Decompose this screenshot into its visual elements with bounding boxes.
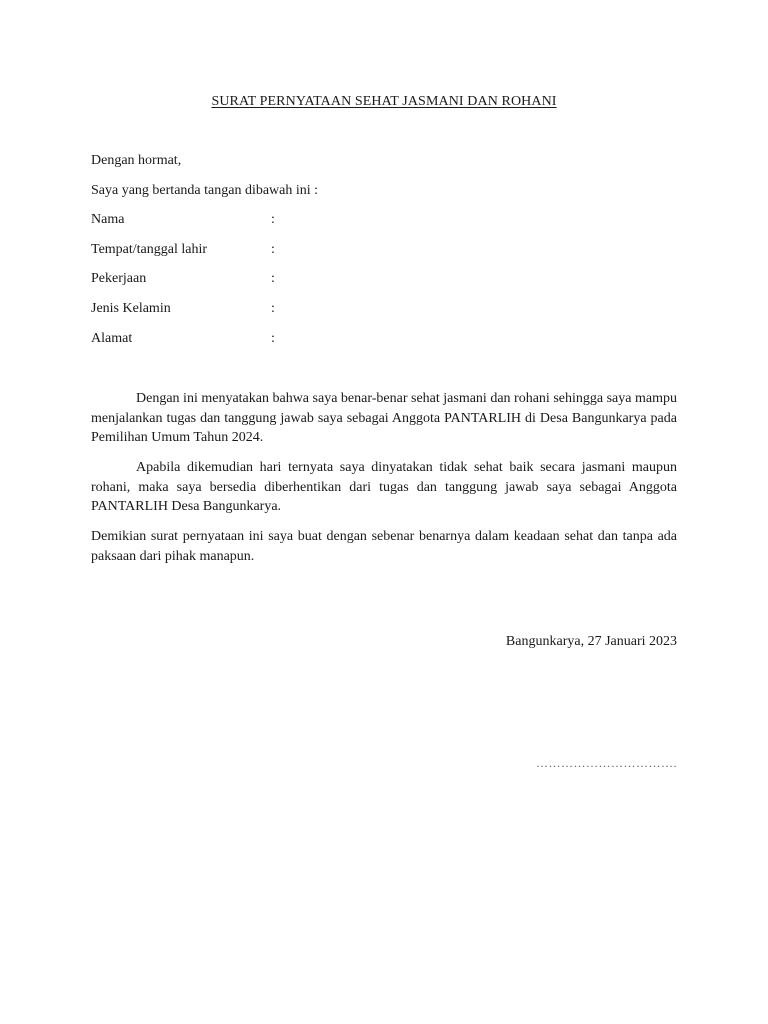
field-label: Tempat/tanggal lahir bbox=[91, 242, 208, 257]
intro-line: Saya yang bertanda tangan dibawah ini : bbox=[91, 183, 319, 198]
signature-line: ……………………………. bbox=[536, 756, 677, 770]
greeting: Dengan hormat, bbox=[91, 153, 182, 168]
field-nama bbox=[91, 212, 391, 230]
field-label: Pekerjaan bbox=[91, 271, 147, 286]
statement-paragraph: Dengan ini menyatakan bahwa saya benar-benar sehat jasmani dan rohani sehingga saya mampu menjalankan tugas dan tanggung jawab saya sebagai Anggota PANTARLIH di Desa Bangunkarya pada Pemilihan Umum Tahun 2024. bbox=[91, 391, 677, 445]
field-separator: : bbox=[271, 212, 275, 227]
field-separator: : bbox=[271, 331, 275, 346]
field-jenis-kelamin bbox=[91, 301, 391, 319]
place-date: Bangunkarya, 27 Januari 2023 bbox=[505, 634, 677, 649]
field-label: Alamat bbox=[91, 331, 133, 346]
field-tempat-tanggal-lahir bbox=[91, 242, 391, 260]
field-pekerjaan bbox=[91, 271, 391, 289]
field-label: Nama bbox=[91, 212, 125, 227]
consequence-paragraph: Apabila dikemudian hari ternyata saya dinyatakan tidak sehat baik secara jasmani maupun rohani, maka saya bersedia diberhentikan dari tugas dan tanggung jawab saya sebagai Anggota PANTARLIH Desa Bangunkarya. bbox=[91, 460, 677, 514]
field-separator: : bbox=[271, 271, 275, 286]
field-separator: : bbox=[271, 301, 275, 316]
document-title: SURAT PERNYATAAN SEHAT JASMANI DAN ROHANI bbox=[211, 94, 557, 109]
field-separator: : bbox=[271, 242, 275, 257]
field-alamat bbox=[91, 331, 391, 349]
closing-paragraph: Demikian surat pernyataan ini saya buat dengan sebenar benarnya dalam keadaan sehat dan tanpa ada paksaan dari pihak manapun. bbox=[91, 529, 677, 564]
field-label: Jenis Kelamin bbox=[91, 301, 171, 316]
